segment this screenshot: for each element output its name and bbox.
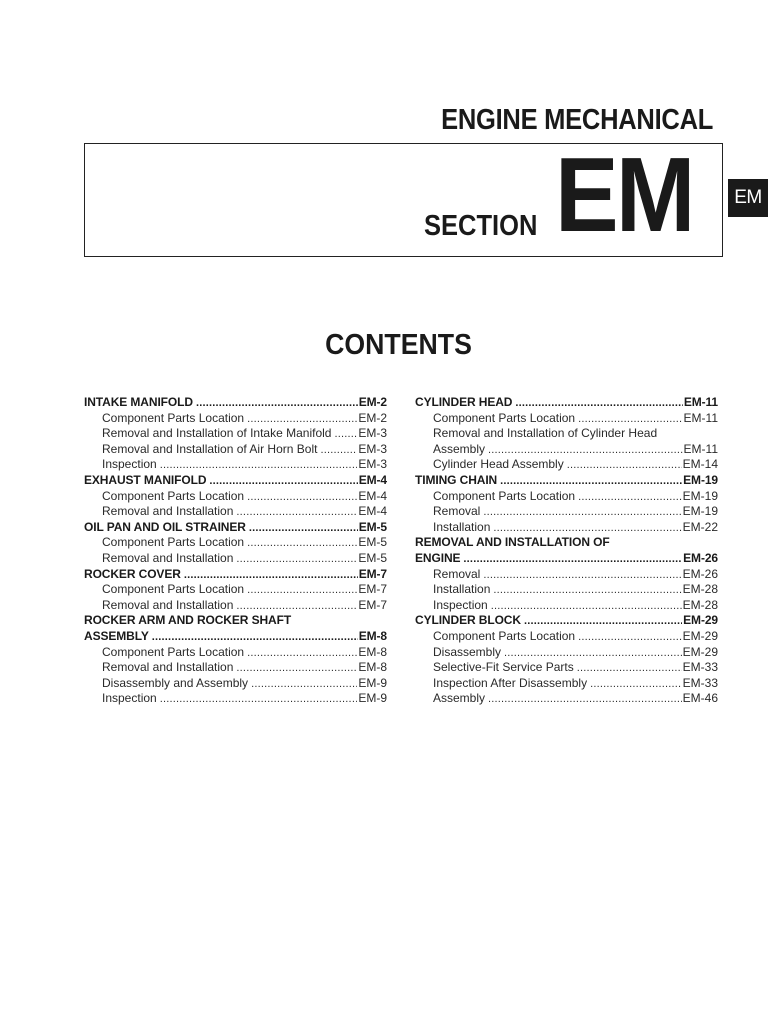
toc-subsection-entry [84,551,387,567]
toc-subsection-entry [84,676,387,692]
toc-leader-dots [577,661,682,676]
toc-leader-dots [504,646,682,661]
toc-page-number: EM-3 [358,426,387,441]
toc-leader-dots [334,427,357,442]
toc-entry-title: CYLINDER HEAD [415,395,513,409]
toc-entry-title: Component Parts Location [102,488,245,503]
toc-entry-title: INTAKE MANIFOLD [84,395,193,409]
toc-right-column [415,395,718,707]
toc-subsection-entry [415,598,718,614]
toc-subsection-entry [84,582,387,598]
toc-entry-title: TIMING CHAIN [415,472,498,487]
toc-page-number: EM-14 [682,457,718,472]
toc-entry-title: Component Parts Location [102,535,245,550]
toc-page-number: EM-8 [358,660,387,675]
toc-subsection-entry [415,582,718,598]
toc-section-entry [84,520,387,536]
toc-leader-dots [209,474,357,489]
toc-subsection-entry [415,426,718,442]
toc-page-number: EM-46 [682,691,718,706]
toc-subsection-entry [84,411,387,427]
toc-entry-title: Inspection [102,457,157,472]
toc-leader-dots [488,692,682,707]
toc-page-number: EM-2 [358,395,387,409]
toc-leader-dots [236,599,357,614]
toc-entry-title: Component Parts Location [433,410,576,425]
toc-entry-title: Disassembly and Assembly [102,675,249,690]
toc-page-number: EM-8 [358,644,387,659]
toc-section-entry [84,473,387,489]
toc-entry-title: Component Parts Location [433,488,576,503]
toc-entry-title: Installation [433,519,491,534]
toc-entry-title: Selective-Fit Service Parts [433,660,574,675]
toc-leader-dots [184,568,358,583]
toc-subsection-entry [415,567,718,583]
toc-page-number: EM-3 [358,457,387,472]
toc-entry-title: Inspection After Disassembly [433,675,588,690]
toc-leader-dots [578,412,682,427]
toc-subsection-entry [415,676,718,692]
toc-section-entry [84,629,387,645]
toc-entry-title: Assembly [433,691,486,706]
toc-entry-title: Removal [433,504,481,519]
toc-entry-title: Disassembly [433,644,502,659]
toc-section-entry [84,613,387,629]
toc-entry-title: ENGINE [415,550,461,565]
toc-subsection-entry [84,660,387,676]
toc-leader-dots [251,677,357,692]
toc-leader-dots [236,552,357,567]
toc-entry-title: REMOVAL AND INSTALLATION OF [415,535,610,550]
toc-leader-dots [483,505,681,520]
toc-subsection-entry [84,442,387,458]
toc-page-number: EM-4 [358,472,387,487]
toc-leader-dots [578,630,682,645]
toc-leader-dots [152,630,358,645]
toc-leader-dots [524,614,682,629]
toc-leader-dots [247,646,357,661]
toc-leader-dots [247,412,357,427]
toc-subsection-entry [415,442,718,458]
toc-leader-dots [236,505,357,520]
toc-page-number: EM-11 [683,441,718,456]
toc-subsection-entry [84,457,387,473]
toc-subsection-entry [415,489,718,505]
toc-entry-title: Removal and Installation of Air Horn Bolt [102,441,318,456]
toc-page-number: EM-9 [358,675,387,690]
toc-section-entry [415,551,718,567]
toc-page-number: EM-5 [358,519,387,534]
toc-subsection-entry [415,411,718,427]
toc-entry-title: Removal and Installation [102,504,234,519]
section-code: EM [555,136,693,254]
toc-subsection-entry [415,504,718,520]
toc-page-number: EM-26 [683,550,718,565]
toc-entry-title: Removal and Installation of Intake Manifold [102,426,332,441]
toc-subsection-entry [415,629,718,645]
toc-leader-dots [160,692,358,707]
toc-entry-title: Inspection [102,691,157,706]
toc-leader-dots [160,458,358,473]
toc-subsection-entry [84,691,387,707]
toc-page-number: EM-29 [682,628,718,643]
toc-entry-title: Component Parts Location [102,410,245,425]
toc-page-number: EM-7 [358,597,387,612]
toc-section-entry [415,395,718,411]
toc-page-number: EM-28 [682,597,718,612]
section-tab: EM [728,179,768,217]
toc-page-number: EM-29 [683,613,718,628]
section-label: SECTION [424,210,538,242]
toc-page-number: EM-29 [682,644,718,659]
toc-entry-title: Assembly [433,441,486,456]
toc-leader-dots [247,536,357,551]
toc-leader-dots [567,458,682,473]
toc-entry-title: Removal and Installation [102,550,234,565]
toc-page-number: EM-28 [682,582,718,597]
toc-leader-dots [578,490,682,505]
toc-entry-title: ROCKER COVER [84,566,181,581]
toc-page-number: EM-8 [358,628,387,643]
toc-leader-dots [247,583,357,598]
toc-page-number: EM-33 [682,675,718,690]
toc-leader-dots [491,599,682,614]
toc-leader-dots [196,396,358,411]
toc-page-number: EM-33 [682,660,718,675]
contents-heading: CONTENTS [325,329,472,361]
toc-page-number: EM-19 [682,504,718,519]
toc-page-number: EM-5 [358,535,387,550]
toc-subsection-entry [84,598,387,614]
toc-entry-title: Installation [433,582,491,597]
toc-entry-title: OIL PAN AND OIL STRAINER [84,519,246,534]
toc-page-number: EM-19 [682,488,718,503]
document-title: ENGINE MECHANICAL [441,104,713,136]
toc-entry-title: Component Parts Location [433,628,576,643]
toc-leader-dots [515,396,682,411]
toc-page-number: EM-19 [683,472,718,487]
toc-subsection-entry [84,535,387,551]
toc-section-entry [415,473,718,489]
toc-page-number: EM-2 [358,410,387,425]
toc-subsection-entry [415,691,718,707]
toc-page-number: EM-11 [683,395,718,409]
toc-page-number: EM-11 [683,410,718,425]
toc-leader-dots [488,443,683,458]
toc-entry-title: Removal and Installation of Cylinder Head [433,426,658,441]
toc-page-number: EM-7 [358,566,387,581]
toc-subsection-entry [415,457,718,473]
toc-entry-title: Removal and Installation [102,597,234,612]
toc-leader-dots [483,568,681,583]
toc-page-number: EM-4 [358,504,387,519]
toc-leader-dots [493,583,681,598]
toc-page-number: EM-5 [358,550,387,565]
toc-entry-title: Component Parts Location [102,582,245,597]
toc-leader-dots [463,552,682,567]
toc-section-entry [415,613,718,629]
toc-leader-dots [320,443,357,458]
toc-entry-title: Cylinder Head Assembly [433,457,564,472]
toc-section-entry [84,567,387,583]
toc-subsection-entry [415,520,718,536]
toc-page-number: EM-3 [358,441,387,456]
toc-subsection-entry [84,504,387,520]
toc-page-number: EM-22 [682,519,718,534]
toc-leader-dots [493,521,681,536]
toc-leader-dots [590,677,682,692]
toc-entry-title: EXHAUST MANIFOLD [84,472,207,487]
toc-entry-title: ROCKER ARM AND ROCKER SHAFT [84,613,292,628]
toc-entry-title: Component Parts Location [102,644,245,659]
section-box [84,136,723,257]
toc-entry-title: Removal [433,566,481,581]
toc-page-number: EM-9 [358,691,387,706]
toc-subsection-entry [84,426,387,442]
toc-section-entry [84,395,387,411]
toc-section-entry [415,535,718,551]
toc-entry-title: ASSEMBLY [84,628,149,643]
toc-left-column [84,395,387,707]
toc-leader-dots [500,474,682,489]
toc-subsection-entry [84,645,387,661]
toc-page-number: EM-4 [358,488,387,503]
toc-leader-dots [236,661,357,676]
toc-subsection-entry [84,489,387,505]
toc-subsection-entry [415,660,718,676]
toc-entry-title: CYLINDER BLOCK [415,613,521,628]
toc-leader-dots [247,490,357,505]
toc-entry-title: Removal and Installation [102,660,234,675]
toc-leader-dots [249,521,358,536]
toc-page-number: EM-26 [682,566,718,581]
toc-subsection-entry [415,645,718,661]
toc-page-number: EM-7 [358,582,387,597]
toc-entry-title: Inspection [433,597,488,612]
